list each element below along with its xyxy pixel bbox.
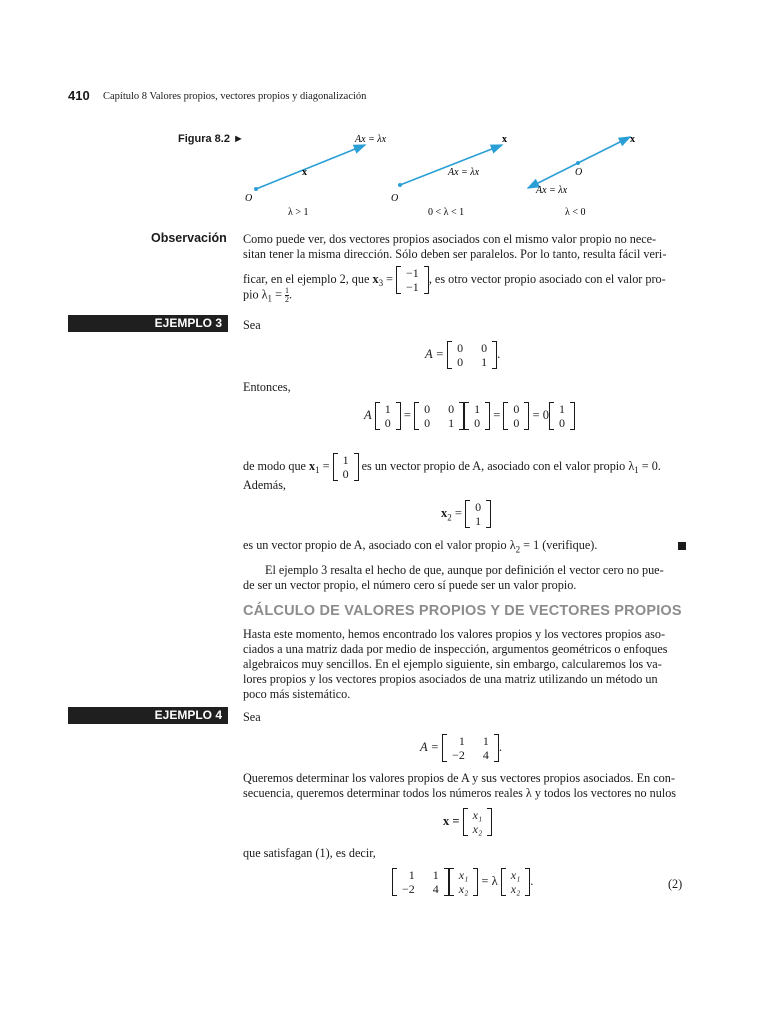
equals: = [272, 287, 285, 302]
frac-den: 2 [285, 295, 289, 304]
matrix-cell: −1 [406, 266, 419, 280]
panel-1-origin: O [245, 193, 253, 204]
obs-text-b: , es otro vector propio asociado con el valor pro- [428, 271, 666, 286]
demodo-text-c: = 0. [638, 458, 661, 473]
es-text-b: = 1 (verifique). [520, 538, 598, 552]
matrix-A [447, 341, 497, 369]
panel-2-origin: O [391, 193, 399, 204]
matrix-cell: 1 [458, 734, 465, 748]
matrix-cell: −2 [402, 882, 415, 896]
ej3-demodo: de modo que $x_1$ = 1 0 es un vector propio de A, asociado con el valor propio $\lambda_1 = 0$. [243, 453, 661, 481]
section-line-1: Hasta este momento, hemos encontrado los valores propios y los vectores propios aso- [243, 627, 666, 641]
vector-result [503, 402, 529, 430]
matrix-cell: 0 [342, 467, 349, 481]
matrix-cell: 0 [475, 500, 482, 514]
eq-x-vector-right [501, 868, 531, 896]
ej3-remark-1: El ejemplo 3 resalta el hecho de que, aunque por definición el vector cero no pue- [265, 563, 664, 577]
figure-label: Figura 8.2 ► [178, 133, 244, 145]
observacion-line-2: sitan tener la misma dirección. Sólo deben ser paralelos. Por lo tanto, resulta fácil veri- [243, 247, 667, 261]
running-title: Capítulo 8 Valores propios, vectores propios y diagonalización [103, 91, 367, 102]
matrix-cell: −2 [452, 748, 465, 762]
origin-dot [576, 161, 580, 165]
lambda1-sub: 1 [634, 465, 639, 476]
matrix-cell: 0 [457, 355, 464, 369]
ej4-equation-2: 1 1 −2 4 x₁ x₂ = λ x₁ x₂ . [392, 868, 533, 896]
eq-matrix [392, 868, 449, 896]
matrix-cell: 0 [558, 416, 565, 430]
ej3-equation: A 1 0 = 0 0 0 1 1 0 = 0 0 = 0 1 0 [364, 402, 575, 430]
ej3-matrix-A: A = 0 0 0 1 . [425, 341, 501, 369]
demodo-text-a: de modo que [243, 458, 306, 473]
matrix-cell: 1 [408, 868, 415, 882]
panel-3-mid-label: Ax = λx [536, 185, 568, 196]
panel-2-mid-label: Ax = λx [448, 167, 480, 178]
eq-x-vector [449, 868, 479, 896]
matrix-cell: 0 [384, 416, 391, 430]
ej4-x-vector [443, 808, 492, 836]
equals-lambda: = λ [481, 873, 498, 888]
A-label: A = [425, 346, 444, 361]
frac-num: 1 [285, 286, 289, 295]
section-line-2: ciados a una matriz dada por medio de inspección, argumentos geométricos o enfoques [243, 642, 668, 656]
ej3-es-line [243, 538, 597, 557]
matrix-cell: 0 [424, 416, 431, 430]
vector-arrow [400, 145, 502, 185]
x2-sub: 2 [447, 512, 452, 523]
matrix-cell: 1 [384, 402, 391, 416]
matrix-cell: 1 [474, 402, 481, 416]
figure-panel-1 [245, 134, 387, 218]
matrix-cell: 0 [457, 341, 464, 355]
figure-panel-2 [391, 134, 507, 218]
matrix-A [442, 734, 499, 762]
figure-panel-3 [528, 134, 635, 218]
origin-dot [254, 187, 258, 191]
matrix-cell: 0 [448, 402, 455, 416]
panel-3-caption: λ < 0 [565, 207, 586, 218]
observacion-line-1: Como puede ver, dos vectores propios asociados con el mismo valor propio no nece- [243, 232, 657, 246]
matrix-cell: x₂ [472, 822, 483, 836]
x3-symbol: x [372, 271, 379, 286]
panel-1-mid-label: x [302, 167, 307, 178]
matrix-cell: 1 [558, 402, 565, 416]
observacion-line-3: ficar, en el ejemplo 2, que $x_3$ = −1 −1 , es otro vector propio asociado con el valor pro- [243, 266, 666, 294]
end-of-example-mark [678, 542, 686, 550]
panel-3-top-label: x [630, 134, 635, 145]
matrix-cell: 1 [475, 514, 482, 528]
matrix-cell: 1 [481, 355, 488, 369]
ej4-satisfagan: que satisfagan (1), es decir, [243, 846, 376, 860]
es-text-a: es un vector propio de A, asociado con el valor propio λ [243, 538, 516, 552]
A-symbol: A [364, 407, 372, 422]
matrix-cell: 4 [482, 748, 489, 762]
matrix-cell: 0 [424, 402, 431, 416]
ejemplo-4-label: EJEMPLO 4 [68, 707, 228, 724]
section-line-3: algebraicos muy sencillos. En el ejemplo siguiente, sin embargo, calcularemos los va- [243, 657, 662, 671]
section-heading: CÁLCULO DE VALORES PROPIOS Y DE VECTORES PROPIOS [243, 603, 682, 619]
origin-dot [398, 183, 402, 187]
matrix-cell: 1 [482, 734, 489, 748]
panel-2-top-label: x [502, 134, 507, 145]
ej4-matrix-A: A = 1 1 −2 4 . [420, 734, 503, 762]
section-line-5: poco más sistemático. [243, 687, 351, 701]
ej4-line-1: Queremos determinar los valores propios de A y sus vectores propios asociados. En con- [243, 771, 675, 785]
page-number: 410 [68, 88, 90, 103]
x3-sub: 3 [378, 278, 384, 289]
matrix-cell: 0 [474, 416, 481, 430]
section-line-4: lores propios y los vectores propios asociados de una matriz utilizando un método un [243, 672, 658, 686]
vector-v2 [464, 402, 490, 430]
lambda-sub: 1 [267, 293, 273, 304]
matrix-cell: 1 [432, 868, 439, 882]
matrix-cell: x₁ [510, 868, 521, 882]
vector-arrow [256, 145, 365, 189]
matrix-cell: 1 [342, 453, 349, 467]
period: . [289, 287, 293, 302]
equation-number: (2) [668, 877, 683, 891]
ej4-line-2: secuencia, queremos determinar todos los números reales λ y todos los vectores no nulos [243, 786, 677, 800]
matrix-cell: 1 [448, 416, 455, 430]
x-label: x = [443, 813, 460, 828]
x-vector [463, 808, 493, 836]
matrix-cell: x₂ [458, 882, 469, 896]
equals-zero: = 0 [532, 407, 549, 422]
x3-vector [396, 266, 429, 294]
ej3-sea: Sea [243, 318, 261, 332]
x1-vector [333, 453, 359, 481]
ej3-x2: $x_2$ = 0 1 [441, 500, 491, 528]
figure-8-2 [240, 125, 660, 225]
ej3-remark-2: de ser un vector propio, el número cero sí puede ser un valor propio. [243, 578, 577, 592]
ej3-ademas: Además, [243, 478, 286, 492]
ejemplo-3-label: EJEMPLO 3 [68, 315, 228, 332]
ej4-sea: Sea [243, 710, 261, 724]
lambda2-sub: 2 [515, 544, 521, 555]
panel-1-caption: λ > 1 [288, 207, 309, 218]
matrix-cell: 0 [481, 341, 488, 355]
matrix-cell: x₂ [510, 882, 521, 896]
matrix-cell: 0 [513, 416, 520, 430]
matrix-cell: x₁ [472, 808, 483, 822]
obs-text-a: ficar, en el ejemplo 2, que [243, 271, 370, 286]
observacion-line-4 [243, 287, 292, 306]
ej3-entonces: Entonces, [243, 380, 291, 394]
observacion-heading: Observación [151, 231, 227, 245]
matrix-m [414, 402, 464, 430]
demodo-text-b: es un vector propio de A, asociado con el valor propio λ [361, 458, 635, 473]
matrix-cell: x₁ [458, 868, 469, 882]
panel-1-top-label: Ax = λx [355, 134, 387, 145]
x1-symbol: x [309, 458, 316, 473]
panel-2-caption: 0 < λ < 1 [428, 207, 465, 218]
matrix-cell: 0 [513, 402, 520, 416]
lambda-text: pio λ [243, 287, 268, 302]
matrix-cell: 4 [432, 882, 439, 896]
x2-symbol: x [441, 505, 448, 520]
vector-arrow [578, 137, 630, 163]
vector-v3 [549, 402, 575, 430]
panel-3-origin: O [575, 167, 583, 178]
x1-sub: 1 [315, 465, 320, 476]
matrix-cell: −1 [406, 280, 419, 294]
figure-label-text: Figura 8.2 [178, 133, 230, 145]
x2-vector [465, 500, 491, 528]
A-label: A = [420, 739, 439, 754]
vector-v1 [375, 402, 401, 430]
